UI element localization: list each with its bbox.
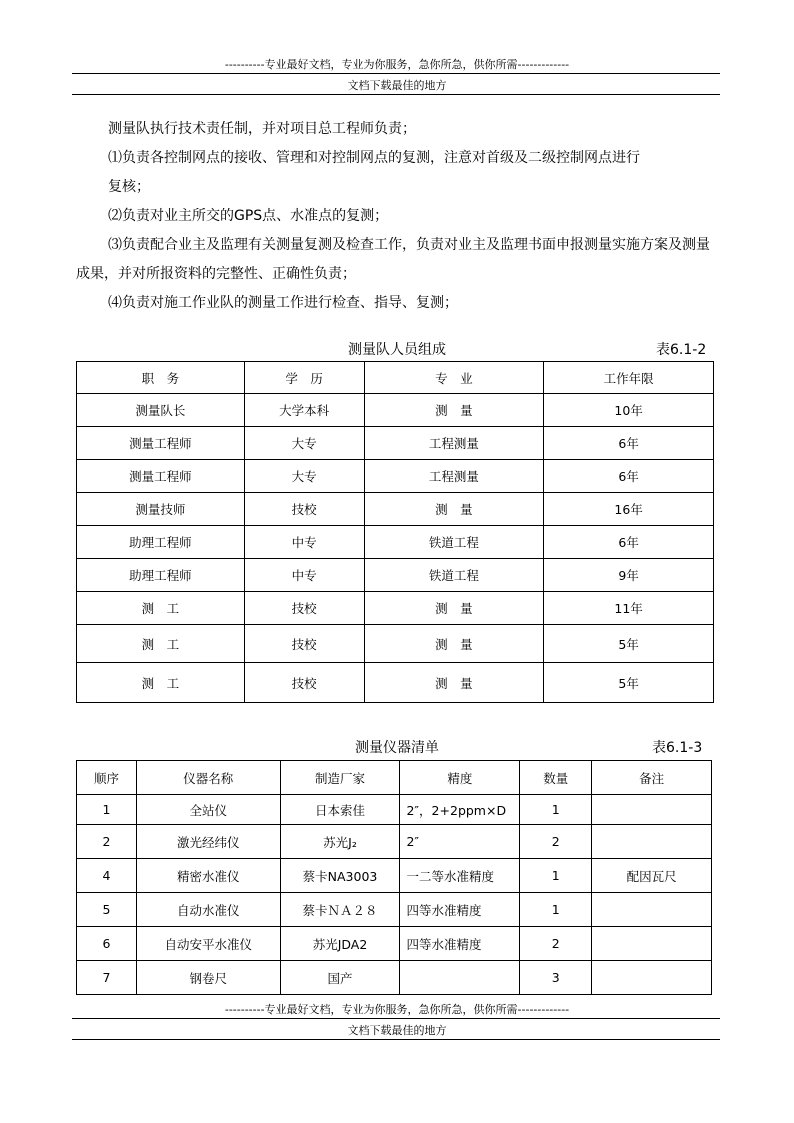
cell: 2	[77, 825, 137, 859]
header-cell: 仪器名称	[136, 761, 280, 795]
paragraph: ⑴负责各控制网点的接收、管理和对控制网点的复测，注意对首级及二级控制网点进行	[108, 150, 640, 166]
cell: 测 工	[77, 592, 245, 625]
cell: 工程测量	[364, 427, 544, 460]
instrument-table	[76, 760, 712, 995]
cell: 9年	[544, 559, 714, 592]
header-cell: 职 务	[77, 362, 245, 394]
header-cell: 顺序	[77, 761, 137, 795]
cell: 测 量	[364, 493, 544, 526]
paragraph: ⑷负责对施工作业队的测量工作进行检查、指导、复测；	[108, 295, 458, 311]
cell: 1	[77, 795, 137, 825]
cell: 蔡卡ＮＡ２８	[280, 893, 400, 927]
cell	[592, 927, 712, 961]
table-row	[77, 795, 712, 825]
cell: 测量技师	[77, 493, 245, 526]
table-row	[77, 927, 712, 961]
table-row	[77, 961, 712, 995]
table-row	[77, 526, 714, 559]
cell: 3	[520, 961, 592, 995]
cell: 7	[77, 961, 137, 995]
cell: 6年	[544, 526, 714, 559]
cell: 日本索佳	[280, 795, 400, 825]
cell: 16年	[544, 493, 714, 526]
cell: 测 工	[77, 625, 245, 663]
page-footer-slogan: ----------专业最好文档，专业为你服务，急你所急，供你所需-------------	[224, 1003, 570, 1016]
table-row	[77, 893, 712, 927]
table-row	[77, 493, 714, 526]
cell: 苏光JDA2	[280, 927, 400, 961]
cell: 蔡卡NA3003	[280, 859, 400, 893]
cell: 铁道工程	[364, 559, 544, 592]
staff-table	[76, 361, 714, 703]
cell: 5	[77, 893, 137, 927]
header-cell: 数量	[520, 761, 592, 795]
header-rule-bottom	[72, 94, 720, 95]
cell	[592, 795, 712, 825]
cell: 国产	[280, 961, 400, 995]
cell: 技校	[244, 493, 364, 526]
cell: 钢卷尺	[136, 961, 280, 995]
cell: 10年	[544, 394, 714, 427]
cell: 测量工程师	[77, 460, 245, 493]
table-row	[77, 592, 714, 625]
table-row	[77, 559, 714, 592]
cell: 中专	[244, 559, 364, 592]
cell: 精密水准仪	[136, 859, 280, 893]
cell: 测 量	[364, 394, 544, 427]
paragraph: ⑶负责配合业主及监理有关测量复测及检查工作，负责对业主及监理书面申报测量实施方案及测量成果，并对所报资料的完整性、正确性负责；	[76, 237, 710, 282]
cell: 大专	[244, 460, 364, 493]
cell: 自动水准仪	[136, 893, 280, 927]
cell: 测 量	[364, 625, 544, 663]
table-header-row	[77, 761, 712, 795]
cell: 2″，2+2ppm×D	[400, 795, 520, 825]
table1-title: 测量队人员组成	[348, 342, 446, 358]
cell: 大专	[244, 427, 364, 460]
header-cell: 制造厂家	[280, 761, 400, 795]
table2-title: 测量仪器清单	[355, 740, 439, 756]
cell: 自动安平水准仪	[136, 927, 280, 961]
table-header-row	[77, 362, 714, 394]
cell: 四等水准精度	[400, 893, 520, 927]
cell: 配因瓦尺	[592, 859, 712, 893]
cell: 工程测量	[364, 460, 544, 493]
cell: 四等水准精度	[400, 927, 520, 961]
cell: 测量队长	[77, 394, 245, 427]
header-cell: 精度	[400, 761, 520, 795]
table-row	[77, 825, 712, 859]
cell: 大学本科	[244, 394, 364, 427]
body-text	[76, 115, 716, 318]
cell: 测 工	[77, 663, 245, 703]
page-header-slogan: ----------专业最好文档，专业为你服务，急你所急，供你所需-------------	[224, 58, 570, 71]
cell: 助理工程师	[77, 559, 245, 592]
table-row	[77, 625, 714, 663]
cell: 6年	[544, 460, 714, 493]
cell: 1	[520, 795, 592, 825]
cell	[592, 825, 712, 859]
table2-number: 表6.1-3	[652, 740, 703, 756]
cell: 铁道工程	[364, 526, 544, 559]
cell: 技校	[244, 625, 364, 663]
header-cell: 工作年限	[544, 362, 714, 394]
cell: 技校	[244, 663, 364, 703]
cell: 4	[77, 859, 137, 893]
cell: 6	[77, 927, 137, 961]
cell: 6年	[544, 427, 714, 460]
cell	[400, 961, 520, 995]
cell: 技校	[244, 592, 364, 625]
cell: 激光经纬仪	[136, 825, 280, 859]
cell: 苏光J₂	[280, 825, 400, 859]
table-row	[77, 663, 714, 703]
cell	[592, 893, 712, 927]
page-header-site: 文档下载最佳的地方	[347, 79, 447, 92]
cell: 全站仪	[136, 795, 280, 825]
cell	[592, 961, 712, 995]
table-row	[77, 859, 712, 893]
footer-rule-bottom	[72, 1039, 720, 1040]
cell: 5年	[544, 625, 714, 663]
header-cell: 备注	[592, 761, 712, 795]
cell: 2	[520, 825, 592, 859]
footer-rule-top	[72, 1018, 720, 1019]
table1-number: 表6.1-2	[656, 342, 707, 358]
page-footer-site: 文档下载最佳的地方	[347, 1024, 447, 1037]
paragraph: 测量队执行技术责任制，并对项目总工程师负责；	[108, 121, 416, 137]
header-rule-top	[72, 73, 720, 74]
cell: 2″	[400, 825, 520, 859]
cell: 2	[520, 927, 592, 961]
cell: 中专	[244, 526, 364, 559]
cell: 11年	[544, 592, 714, 625]
header-cell: 专 业	[364, 362, 544, 394]
table-row	[77, 427, 714, 460]
cell: 测 量	[364, 592, 544, 625]
cell: 一二等水准精度	[400, 859, 520, 893]
cell: 1	[520, 859, 592, 893]
header-cell: 学 历	[244, 362, 364, 394]
cell: 5年	[544, 663, 714, 703]
table-row	[77, 460, 714, 493]
cell: 1	[520, 893, 592, 927]
table-row	[77, 394, 714, 427]
cell: 测 量	[364, 663, 544, 703]
paragraph: ⑵负责对业主所交的GPS点、水准点的复测；	[108, 208, 389, 224]
paragraph: 复核；	[108, 179, 150, 195]
cell: 助理工程师	[77, 526, 245, 559]
cell: 测量工程师	[77, 427, 245, 460]
